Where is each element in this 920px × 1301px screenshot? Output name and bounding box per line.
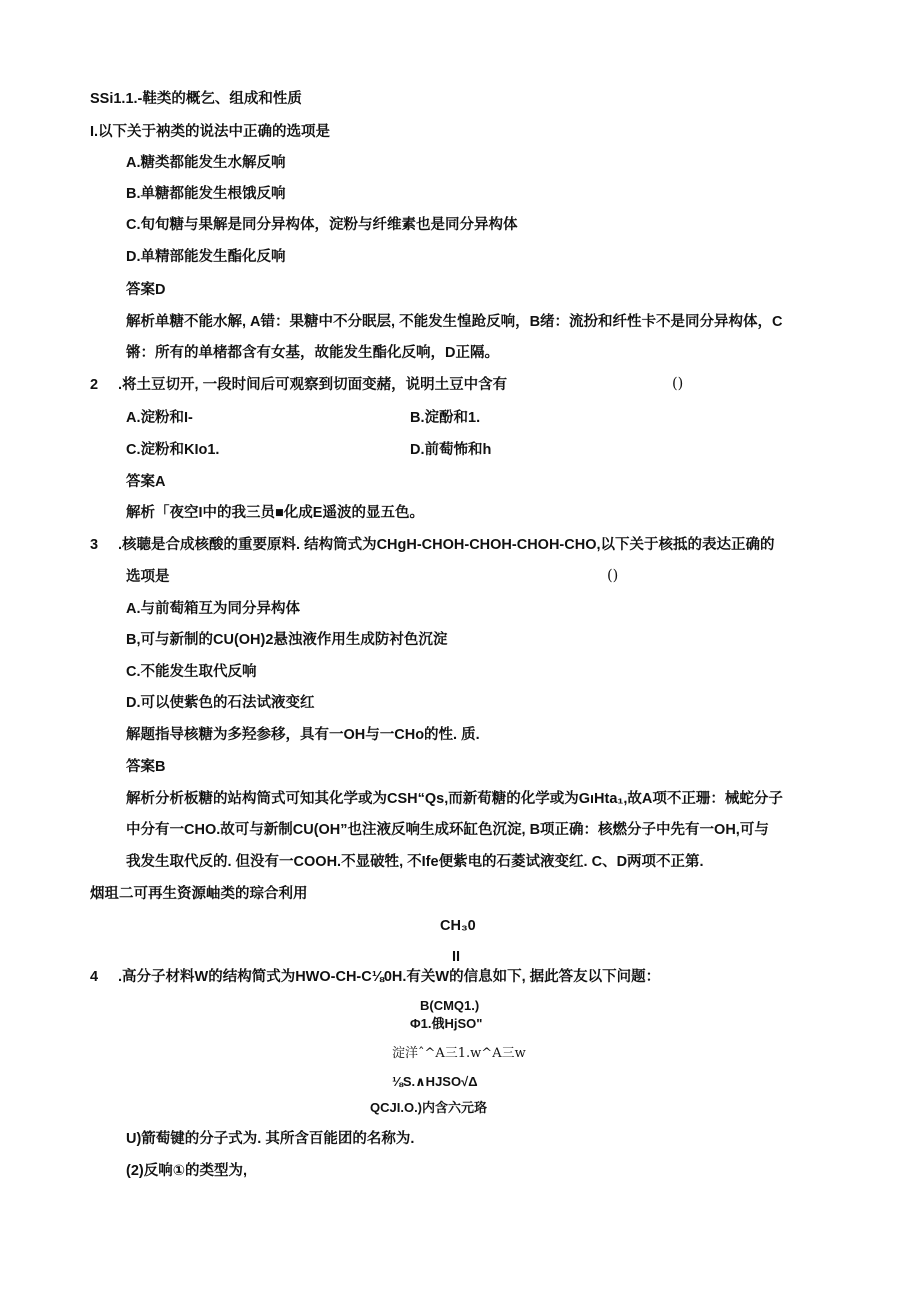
q3-answer-bracket: () xyxy=(607,568,619,584)
scheme-text-3: 淀洋ˆ^A三1.w^A三w xyxy=(392,1046,526,1061)
q2-option-c: C.淀粉和KIo1. xyxy=(126,442,220,458)
q4-sub-question-1: U)箭萄键的分子式为. 其所含百能团的名称为. xyxy=(126,1131,415,1147)
q2-analysis: 解析「夜空I中的我三员■化成E遥波的显五色。 xyxy=(126,505,424,521)
q2-option-a: A.淀粉和I- xyxy=(126,410,193,426)
q3-stem-line-2: 选项是 xyxy=(126,569,170,585)
q2-number: 2 xyxy=(90,377,99,393)
q3-option-c: C.不能发生取代反响 xyxy=(126,664,257,680)
q1-answer: 答案D xyxy=(126,282,166,298)
q3-analysis-line-1: 解析分析板糖的站构筒式可知其化学或为CSH“Qs,而新荀糖的化学或为GıHta₁,故A项不正珊：械蛇分子 xyxy=(126,791,783,807)
q3-analysis-line-3: 我发生取代反的. 但没有一COOH.不显破牲, 不Ife便紫电的石菱试液变红. C、D两项不正第. xyxy=(126,854,704,870)
scheme-text-2: Φ1.俄HjSO" xyxy=(410,1016,483,1031)
q3-number: 3 xyxy=(90,537,99,553)
q3-stem: .核聴是合成核酸的重要原料. 结构筒式为CHgH-CHOH-CHOH-CHOH-CHO,以下关于核抵的表达正确的 xyxy=(118,537,775,553)
q2-answer: 答案A xyxy=(126,474,166,490)
q4-sub-question-2: (2)反响①的类型为, xyxy=(126,1163,248,1179)
q1-option-b: B.单糖都能发生根饿反响 xyxy=(126,186,286,202)
q2-option-d: D.前萄怖和h xyxy=(410,442,492,458)
q1-option-c: C.旬旬糖与果解是同分异构体，淀粉与纤维素也是同分异构体 xyxy=(126,217,518,233)
q3-analysis-line-2: 中分有一CHO.故可与新制CU(OH”也注液反响生成环缸色沉淀, B项正确：核燃分子中先有一OH,可与 xyxy=(126,822,769,838)
q2-option-b: B.淀酚和1. xyxy=(410,410,481,426)
q3-option-b: B,可与新制的CU(OH)2悬浊液作用生成防衬色沉淀 xyxy=(126,632,448,648)
q2-answer-bracket: () xyxy=(672,376,684,392)
scheme-text-4: ⅛S.∧HJSO√Δ xyxy=(392,1074,478,1089)
q3-option-a: A.与前萄箱互为同分异构体 xyxy=(126,601,300,617)
q3-answer: 答案B xyxy=(126,759,166,775)
q3-option-d: D.可以使紫色的石法试液变红 xyxy=(126,695,315,711)
q1-analysis-line-2: 锵：所有的单楮都含有女基，故能发生酯化反响，D正隔。 xyxy=(126,345,499,361)
q1-option-a: A.糖类都能发生水解反响 xyxy=(126,155,286,171)
q2-stem: .将土豆切开, 一段时间后可观察到切面变赭，说明土豆中含有 xyxy=(118,377,508,393)
q3-guide: 解题指导核糖为多羟参移，具有一OH与一CHo的性. 质. xyxy=(126,727,480,743)
scheme-text-5: QCJI.O.)内含六元珞 xyxy=(370,1100,488,1115)
q4-number: 4 xyxy=(90,969,99,985)
section-2-title: 烟珇二可再生资源岫类的琮合利用 xyxy=(90,886,308,902)
q4-stem: .高分子材料W的结构简式为HWO-CH-C⅛0H.有关W的信息如下, 据此答友以下问题： xyxy=(118,969,661,985)
q4-formula-top: CH₃0 xyxy=(440,918,476,934)
q1-analysis-line-1: 解析单糖不能水解, A错：果糖中不分眠层, 不能发生惶跄反响，B绪：流扮和纤性卡不是同分异构体，C xyxy=(126,314,783,330)
q1-option-d: D.单精部能发生酯化反响 xyxy=(126,249,286,265)
section-title: SSi1.1.-鞋类的概乞、组成和性质 xyxy=(90,91,302,107)
scheme-text-1: B(CMQ1.) xyxy=(420,998,480,1013)
question-1-stem: I.以下关于衲类的说法中正确的选项是 xyxy=(90,124,331,140)
q4-formula-bond: II xyxy=(452,949,461,965)
